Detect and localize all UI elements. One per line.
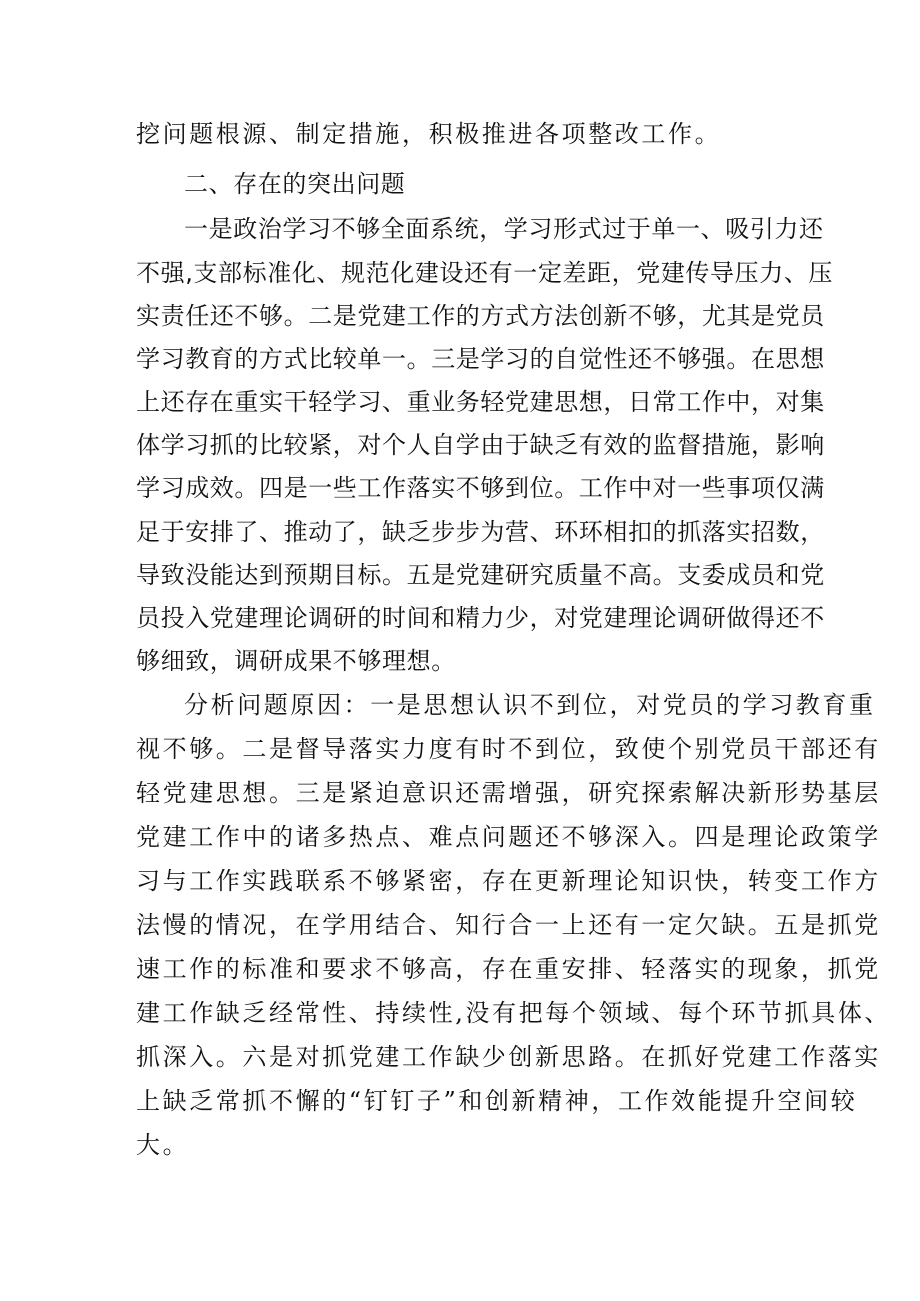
problems-line: 学习教育的方式比较单一。三是学习的自觉性还不够强。在思想 [136,345,825,373]
analysis-line: 法慢的情况，在学用结合、知行合一上还有一定欠缺。五是抓党 [136,911,881,939]
analysis-line: 视不够。二是督导落实力度有时不到位，致使个别党员干部还有 [136,735,881,763]
analysis-line: 轻党建思想。三是紧迫意识还需增强，研究探索解决新形势基层 [136,779,881,807]
analysis-line: 抓深入。六是对抓党建工作缺少创新思路。在抓好党建工作落实 [136,1043,881,1071]
problems-line: 学习成效。四是一些工作落实不够到位。工作中对一些事项仅满 [136,474,825,502]
analysis-line: 上缺乏常抓不懈的“钉钉子”和创新精神，工作效能提升空间较 [136,1087,858,1115]
problems-line: 实责任还不够。二是党建工作的方式方法创新不够，尤其是党员 [136,302,825,330]
analysis-line: 党建工作中的诸多热点、难点问题还不够深入。四是理论政策学 [136,823,881,851]
analysis-line: 速工作的标准和要求不够高，存在重安排、轻落实的现象，抓党 [136,955,881,983]
problems-line: 一是政治学习不够全面系统，学习形式过于单一、吸引力还 [184,215,824,243]
problems-line: 导致没能达到预期目标。五是党建研究质量不高。支委成员和党 [136,561,825,589]
problems-line: 上还存在重实干轻学习、重业务轻党建思想，日常工作中，对集 [136,388,825,416]
analysis-line: 习与工作实践联系不够紧密，存在更新理论知识快，转变工作方 [136,867,881,895]
problems-line: 够细致，调研成果不够理想。 [136,647,456,675]
problems-line: 不强,支部标准化、规范化建设还有一定差距，党建传导压力、压 [136,259,834,287]
problems-line: 员投入党建理论调研的时间和精力少，对党建理论调研做得还不 [136,604,825,632]
problems-line: 体学习抓的比较紧，对个人自学由于缺乏有效的监督措施，影响 [136,431,825,459]
problems-line: 足于安排了、推动了，缺乏步步为营、环环相扣的抓落实招数， [136,518,825,546]
continued-paragraph-line: 挖问题根源、制定措施，积极推进各项整改工作。 [136,120,722,148]
analysis-line: 建工作缺乏经常性、持续性,没有把每个领域、每个环节抓具体、 [136,999,892,1027]
analysis-line: 分析问题原因：一是思想认识不到位，对党员的学习教育重 [184,691,876,719]
section-heading: 二、存在的突出问题 [184,170,406,198]
analysis-line: 大。 [136,1131,190,1159]
